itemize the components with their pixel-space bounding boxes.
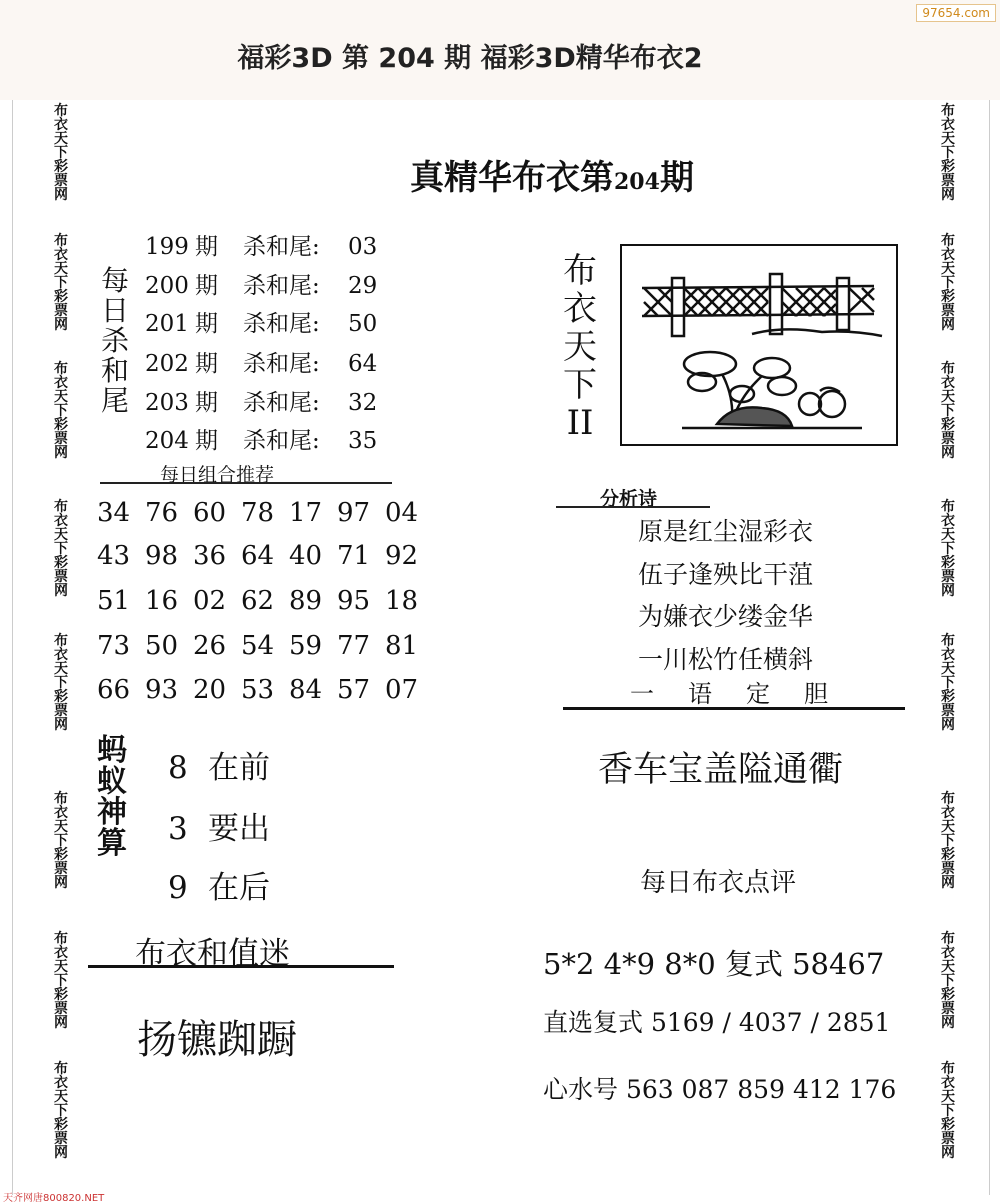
- pick-line-3: 心水号 563 087 859 412 176: [543, 1075, 897, 1104]
- side-mark: 布衣天下彩票网: [54, 233, 68, 333]
- combo-number: 57: [337, 675, 371, 705]
- combo-number: 97: [337, 498, 371, 528]
- combo-number: 66: [97, 675, 131, 705]
- combo-number: 93: [145, 675, 179, 705]
- side-mark: 布衣天下彩票网: [941, 1061, 955, 1161]
- ant-row: [168, 862, 270, 907]
- ant-row: [168, 803, 270, 848]
- combo-row: [97, 586, 433, 616]
- side-mark: 布衣天下彩票网: [941, 931, 955, 1031]
- side-mark: 布衣天下彩票网: [54, 1061, 68, 1161]
- ant-label: 蚂蚁神算: [97, 733, 127, 861]
- site-watermark: 97654.com: [916, 4, 996, 22]
- side-mark: 布衣天下彩票网: [941, 791, 955, 891]
- poem-line: 原是红尘湿彩衣: [638, 517, 814, 546]
- kill-issue: 200: [145, 273, 189, 299]
- kill-issue: 199: [145, 234, 189, 260]
- kill-issue: 201: [145, 311, 189, 337]
- combo-number: 50: [145, 631, 179, 661]
- brand-vertical-label: 布衣天下II: [563, 251, 597, 443]
- ant-text: 要出: [208, 811, 270, 847]
- combo-number: 92: [385, 541, 419, 571]
- side-mark: 布衣天下彩票网: [54, 361, 68, 461]
- kill-value: 29: [348, 273, 378, 299]
- daily-kill-row: [145, 305, 377, 338]
- daily-kill-row: [145, 422, 377, 455]
- combo-number: 40: [289, 541, 323, 571]
- combo-number: 54: [241, 631, 275, 661]
- fence-plant-drawing: [622, 246, 896, 444]
- main-title-prefix: 真精华布衣第: [410, 158, 614, 198]
- daily-kill-row: [145, 267, 377, 300]
- combo-row: [97, 631, 433, 661]
- combo-number: 60: [193, 498, 227, 528]
- combo-number: 73: [97, 631, 131, 661]
- combo-number: 26: [193, 631, 227, 661]
- side-mark: 布衣天下彩票网: [54, 791, 68, 891]
- ant-digit: 9: [168, 870, 188, 906]
- main-title-suffix: 期: [659, 158, 694, 198]
- side-mark: 布衣天下彩票网: [941, 633, 955, 733]
- kill-qi: 期: [195, 351, 218, 377]
- combo-number: 43: [97, 541, 131, 571]
- daily-review-title: 每日布衣点评: [640, 868, 797, 898]
- page-title: 福彩3D 第 204 期 福彩3D精华布衣2: [237, 43, 703, 74]
- combo-number: 07: [385, 675, 419, 705]
- kill-label: 杀和尾:: [243, 428, 320, 454]
- ant-text: 在前: [208, 750, 270, 786]
- poem-motto: 一语定胆: [630, 680, 862, 708]
- combo-row: [97, 541, 433, 571]
- combo-row: [97, 498, 433, 528]
- kill-value: 32: [348, 390, 378, 416]
- kill-qi: 期: [195, 311, 218, 337]
- combo-number: 02: [193, 586, 227, 616]
- kill-value: 50: [348, 311, 378, 337]
- combo-number: 16: [145, 586, 179, 616]
- kill-value: 64: [348, 351, 378, 377]
- side-marks-right: [937, 0, 959, 1203]
- combo-number: 84: [289, 675, 323, 705]
- kill-qi: 期: [195, 273, 218, 299]
- side-marks-left: [50, 0, 72, 1203]
- pick-line-2: 直选复式 5169 / 4037 / 2851: [543, 1008, 891, 1037]
- combo-number: 59: [289, 631, 323, 661]
- side-mark: 布衣天下彩票网: [941, 499, 955, 599]
- poem-line: 伍子逢殃比干菹: [638, 560, 814, 589]
- side-mark: 布衣天下彩票网: [54, 103, 68, 203]
- kill-qi: 期: [195, 428, 218, 454]
- daily-kill-row: [145, 384, 377, 417]
- riddle-divider: [88, 965, 394, 968]
- combo-number: 18: [385, 586, 419, 616]
- poem-line: 一川松竹任横斜: [638, 645, 814, 674]
- combo-divider: [100, 482, 392, 484]
- kill-issue: 203: [145, 390, 189, 416]
- motto-divider: [563, 707, 905, 710]
- combo-number: 64: [241, 541, 275, 571]
- combo-row: [97, 675, 433, 705]
- combo-number: 98: [145, 541, 179, 571]
- combo-number: 34: [97, 498, 131, 528]
- kill-qi: 期: [195, 390, 218, 416]
- ant-text: 在后: [208, 870, 270, 906]
- combo-number: 78: [241, 498, 275, 528]
- riddle-answer: 扬镳踟蹰: [137, 1017, 297, 1063]
- side-mark: 布衣天下彩票网: [941, 361, 955, 461]
- combo-number: 36: [193, 541, 227, 571]
- side-mark: 布衣天下彩票网: [54, 633, 68, 733]
- poem-divider: [556, 506, 710, 508]
- ant-digit: 8: [168, 750, 188, 786]
- combo-number: 17: [289, 498, 323, 528]
- combo-number: 04: [385, 498, 419, 528]
- poem-title: 分析诗: [600, 488, 658, 510]
- kill-qi: 期: [195, 234, 218, 260]
- side-mark: 布衣天下彩票网: [941, 233, 955, 333]
- kill-label: 杀和尾:: [243, 390, 320, 416]
- combo-number: 71: [337, 541, 371, 571]
- kill-label: 杀和尾:: [243, 273, 320, 299]
- main-title: [410, 150, 694, 199]
- side-mark: 布衣天下彩票网: [941, 103, 955, 203]
- combo-number: 77: [337, 631, 371, 661]
- daily-kill-row: [145, 345, 377, 378]
- combo-number: 89: [289, 586, 323, 616]
- combo-number: 95: [337, 586, 371, 616]
- kill-label: 杀和尾:: [243, 311, 320, 337]
- combo-title: 每日组合推荐: [160, 464, 275, 486]
- side-mark: 布衣天下彩票网: [54, 931, 68, 1031]
- kill-value: 03: [348, 234, 378, 260]
- side-mark: 布衣天下彩票网: [54, 499, 68, 599]
- combo-number: 62: [241, 586, 275, 616]
- poem-line: 为嫌衣少缕金华: [638, 602, 814, 631]
- daily-kill-row: [145, 228, 377, 261]
- riddle-title: 布衣和值迷: [135, 936, 290, 972]
- ant-row: [168, 742, 270, 787]
- kill-label: 杀和尾:: [243, 351, 320, 377]
- combo-number: 20: [193, 675, 227, 705]
- kill-issue: 204: [145, 428, 189, 454]
- combo-number: 76: [145, 498, 179, 528]
- motto-text: 香车宝盖隘通衢: [598, 750, 844, 790]
- ant-digit: 3: [168, 811, 188, 847]
- main-title-issue: 204: [614, 169, 660, 195]
- kill-label: 杀和尾:: [243, 234, 320, 260]
- combo-number: 81: [385, 631, 419, 661]
- pick-line-1: 5*2 4*9 8*0 复式 58467: [543, 947, 885, 981]
- combo-number: 53: [241, 675, 275, 705]
- footer-note: 天齐网唐800820.NET: [3, 1193, 105, 1204]
- kill-value: 35: [348, 428, 378, 454]
- kill-issue: 202: [145, 351, 189, 377]
- combo-number: 51: [97, 586, 131, 616]
- daily-kill-label: 每日杀和尾: [100, 264, 129, 417]
- illustration-fence-plant: [620, 244, 898, 446]
